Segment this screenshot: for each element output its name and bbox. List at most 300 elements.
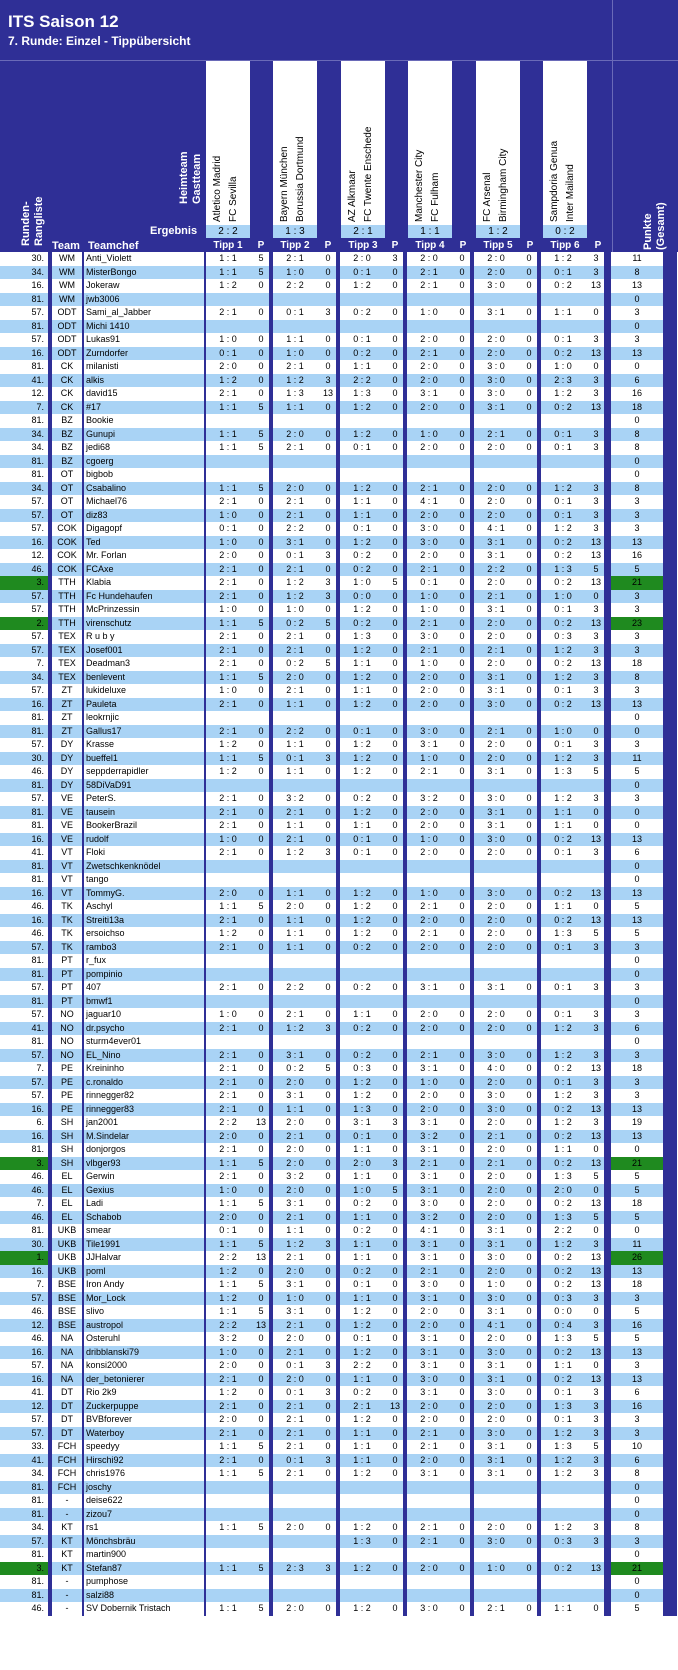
- tip-cell: 0 : 2: [541, 657, 585, 671]
- rank-cell: 34.: [0, 671, 48, 685]
- points-cell: 5: [253, 1562, 269, 1576]
- team-cell: UKB: [52, 1251, 82, 1265]
- teamchef-cell: 58DiVaD91: [84, 779, 204, 793]
- gap: [604, 779, 611, 793]
- tip-cell: 0 : 1: [340, 333, 384, 347]
- points-cell: 0: [454, 1103, 470, 1117]
- points-cell: 0: [253, 1292, 269, 1306]
- tip-cell: 1 : 1: [273, 698, 317, 712]
- points-cell: 0: [320, 684, 336, 698]
- tip-cell: 2 : 0: [273, 1143, 317, 1157]
- points-cell: 0: [454, 1386, 470, 1400]
- tip-cell: 1 : 2: [340, 806, 384, 820]
- points-cell: 13: [588, 887, 604, 901]
- team-cell: PT: [52, 995, 82, 1009]
- team-cell: NO: [52, 1022, 82, 1036]
- points-cell: 0: [320, 1008, 336, 1022]
- points-cell: 3: [588, 603, 604, 617]
- tip-cell: 2 : 1: [474, 1602, 518, 1616]
- tip-cell: 2 : 1: [206, 1454, 250, 1468]
- total-points-cell: 3: [611, 590, 663, 604]
- points-cell: 0: [320, 252, 336, 266]
- tip-cell: 1 : 1: [340, 819, 384, 833]
- rank-cell: 57.: [0, 509, 48, 523]
- tip-cell: 1 : 2: [206, 279, 250, 293]
- rank-cell: 12.: [0, 1400, 48, 1414]
- points-cell: 0: [454, 698, 470, 712]
- tip-cell: 2 : 0: [407, 806, 451, 820]
- points-cell: [387, 1508, 403, 1522]
- points-cell: 0: [320, 1265, 336, 1279]
- table-row: [0, 1467, 677, 1481]
- points-cell: 0: [521, 657, 537, 671]
- points-cell: 0: [387, 806, 403, 820]
- gap: [663, 630, 677, 644]
- points-cell: 0: [320, 765, 336, 779]
- tip-cell: 2 : 2: [273, 981, 317, 995]
- points-cell: 0: [521, 684, 537, 698]
- tip-cell: [541, 995, 585, 1009]
- gap: [604, 1022, 611, 1036]
- tip-cell: 2 : 0: [474, 333, 518, 347]
- rank-cell: 57.: [0, 1089, 48, 1103]
- points-cell: 0: [521, 1521, 537, 1535]
- gap: [663, 698, 677, 712]
- teamchef-cell: Streiti13a: [84, 914, 204, 928]
- points-cell: 0: [454, 1400, 470, 1414]
- team-cell: VE: [52, 806, 82, 820]
- tip-cell: 2 : 0: [273, 900, 317, 914]
- tip-cell: 1 : 2: [206, 765, 250, 779]
- gap: [663, 1238, 677, 1252]
- points-cell: 5: [588, 1170, 604, 1184]
- tip-cell: 0 : 2: [340, 306, 384, 320]
- points-cell: 0: [253, 279, 269, 293]
- tip-cell: 1 : 3: [340, 630, 384, 644]
- tip-cell: [273, 954, 317, 968]
- gap: [663, 819, 677, 833]
- gap: [604, 1535, 611, 1549]
- points-cell: 0: [253, 887, 269, 901]
- points-cell: 3: [588, 1467, 604, 1481]
- table-row: [0, 1103, 677, 1117]
- gap: [604, 792, 611, 806]
- points-cell: 0: [320, 819, 336, 833]
- gap: [663, 738, 677, 752]
- points-cell: [521, 293, 537, 307]
- tip-cell: [407, 414, 451, 428]
- tip-cell: 1 : 2: [541, 752, 585, 766]
- total-points-cell: 0: [611, 455, 663, 469]
- points-cell: [387, 860, 403, 874]
- tip-cell: 2 : 0: [474, 509, 518, 523]
- points-cell: 0: [387, 1373, 403, 1387]
- points-cell: [454, 711, 470, 725]
- tip-cell: 2 : 0: [407, 549, 451, 563]
- tip-cell: 1 : 2: [273, 576, 317, 590]
- rank-cell: 57.: [0, 590, 48, 604]
- tip-cell: [340, 1575, 384, 1589]
- points-cell: 5: [253, 252, 269, 266]
- points-cell: [320, 1508, 336, 1522]
- points-cell: [521, 968, 537, 982]
- tip-cell: [407, 468, 451, 482]
- rank-cell: 46.: [0, 1332, 48, 1346]
- tip-cell: 2 : 1: [474, 1157, 518, 1171]
- tip-cell: 4 : 1: [407, 1224, 451, 1238]
- tip-cell: 1 : 2: [273, 1238, 317, 1252]
- points-cell: 0: [320, 1089, 336, 1103]
- points-cell: 0: [387, 360, 403, 374]
- points-cell: [454, 968, 470, 982]
- team-cell: BSE: [52, 1319, 82, 1333]
- gap: [604, 306, 611, 320]
- points-cell: 0: [387, 644, 403, 658]
- points-cell: 3: [588, 630, 604, 644]
- gap: [604, 752, 611, 766]
- tip-cell: 2 : 0: [273, 1373, 317, 1387]
- gap: [663, 671, 677, 685]
- table-row: [0, 1373, 677, 1387]
- tip-cell: [273, 455, 317, 469]
- tip-cell: 0 : 1: [541, 846, 585, 860]
- gap: [663, 266, 677, 280]
- teamchef-cell: Mr. Forlan: [84, 549, 204, 563]
- points-cell: 0: [387, 1143, 403, 1157]
- tip-cell: 2 : 0: [474, 900, 518, 914]
- points-cell: 0: [521, 1386, 537, 1400]
- points-cell: 0: [454, 684, 470, 698]
- rank-cell: 46.: [0, 927, 48, 941]
- gap: [604, 968, 611, 982]
- points-cell: 3: [588, 1008, 604, 1022]
- total-points-cell: 0: [611, 468, 663, 482]
- tip-cell: 2 : 0: [474, 630, 518, 644]
- tip-cell: [474, 320, 518, 334]
- points-cell: 0: [454, 914, 470, 928]
- gap: [663, 1170, 677, 1184]
- points-cell: 3: [320, 1386, 336, 1400]
- points-cell: [387, 414, 403, 428]
- points-cell: 0: [454, 1440, 470, 1454]
- gap: [604, 1089, 611, 1103]
- teamchef-cell: Ladi: [84, 1197, 204, 1211]
- tip-cell: 3 : 1: [407, 387, 451, 401]
- points-cell: 13: [588, 1251, 604, 1265]
- points-cell: 0: [320, 1292, 336, 1306]
- total-points-cell: 11: [611, 752, 663, 766]
- gap: [604, 1332, 611, 1346]
- tip-cell: [407, 1494, 451, 1508]
- points-cell: [588, 293, 604, 307]
- team-cell: DT: [52, 1386, 82, 1400]
- points-cell: 0: [454, 806, 470, 820]
- tip-cell: 3 : 1: [407, 1346, 451, 1360]
- points-cell: 13: [387, 1400, 403, 1414]
- points-cell: 0: [521, 576, 537, 590]
- team-cell: DT: [52, 1400, 82, 1414]
- points-cell: 3: [387, 252, 403, 266]
- tip-cell: 1 : 0: [407, 657, 451, 671]
- tip-cell: 1 : 0: [407, 887, 451, 901]
- tip-cell: 3 : 1: [474, 819, 518, 833]
- gap: [663, 1116, 677, 1130]
- points-cell: 3: [588, 738, 604, 752]
- table-row: [0, 428, 677, 442]
- tip-cell: 1 : 3: [541, 765, 585, 779]
- points-cell: 0: [320, 833, 336, 847]
- tip-cell: 2 : 0: [474, 941, 518, 955]
- table-row: [0, 1494, 677, 1508]
- tip-cell: 0 : 3: [541, 1292, 585, 1306]
- points-cell: [521, 1035, 537, 1049]
- tip-cell: 2 : 0: [474, 1521, 518, 1535]
- tip-cell: 1 : 1: [340, 360, 384, 374]
- points-cell: 5: [253, 752, 269, 766]
- points-cell: 3: [320, 1238, 336, 1252]
- tip-cell: 2 : 3: [273, 1562, 317, 1576]
- rank-cell: 81.: [0, 995, 48, 1009]
- rank-cell: 16.: [0, 1373, 48, 1387]
- tip-cell: 2 : 1: [206, 590, 250, 604]
- teamchef-cell: Zuckerpuppe: [84, 1400, 204, 1414]
- tip-cell: 2 : 1: [407, 617, 451, 631]
- tip-cell: 0 : 2: [541, 536, 585, 550]
- total-points-cell: 0: [611, 293, 663, 307]
- tip-cell: 1 : 2: [273, 374, 317, 388]
- team-cell: DY: [52, 738, 82, 752]
- tip-cell: 2 : 1: [273, 684, 317, 698]
- tip-cell: 1 : 2: [340, 279, 384, 293]
- total-points-cell: 13: [611, 536, 663, 550]
- tip-cell: 0 : 2: [541, 914, 585, 928]
- teamchef-cell: Pauleta: [84, 698, 204, 712]
- teamchef-cell: Lukas91: [84, 333, 204, 347]
- tip-cell: [206, 873, 250, 887]
- tip-cell: [541, 1508, 585, 1522]
- tip-cell: [340, 995, 384, 1009]
- points-cell: 0: [320, 603, 336, 617]
- teamchef-cell: Mor_Lock: [84, 1292, 204, 1306]
- tip-cell: 2 : 1: [206, 846, 250, 860]
- points-cell: [387, 1481, 403, 1495]
- points-cell: 0: [253, 1454, 269, 1468]
- total-points-cell: 8: [611, 1521, 663, 1535]
- table-row: [0, 1589, 677, 1603]
- points-cell: 0: [387, 536, 403, 550]
- tip-cell: 2 : 1: [206, 1373, 250, 1387]
- tip-cell: 2 : 0: [407, 846, 451, 860]
- teamchef-cell: Schabob: [84, 1211, 204, 1225]
- gap: [663, 1265, 677, 1279]
- points-cell: 5: [253, 1157, 269, 1171]
- total-points-cell: 23: [611, 617, 663, 631]
- points-cell: [387, 455, 403, 469]
- table-row: [0, 1211, 677, 1225]
- points-cell: 0: [521, 1062, 537, 1076]
- gap: [604, 603, 611, 617]
- rank-cell: 57.: [0, 1359, 48, 1373]
- teamchef-cell: david15: [84, 387, 204, 401]
- tip-cell: 1 : 0: [206, 684, 250, 698]
- table-row: [0, 1521, 677, 1535]
- points-cell: 0: [454, 1521, 470, 1535]
- tip-cell: 4 : 0: [474, 1062, 518, 1076]
- points-cell: [387, 995, 403, 1009]
- teamchef-cell: sturm4ever01: [84, 1035, 204, 1049]
- rank-cell: 33.: [0, 1440, 48, 1454]
- tip-cell: 0 : 2: [340, 941, 384, 955]
- tip-cell: 1 : 1: [273, 1224, 317, 1238]
- tip-cell: 0 : 0: [541, 1305, 585, 1319]
- points-cell: 0: [454, 1467, 470, 1481]
- rank-cell: 41.: [0, 846, 48, 860]
- rank-cell: 81.: [0, 320, 48, 334]
- tip-cell: [206, 968, 250, 982]
- points-cell: 0: [320, 941, 336, 955]
- points-cell: 3: [588, 684, 604, 698]
- table-row: [0, 509, 677, 523]
- points-cell: 0: [320, 279, 336, 293]
- points-cell: [454, 860, 470, 874]
- total-points-cell: 0: [611, 1575, 663, 1589]
- tip-cell: 2 : 0: [407, 1305, 451, 1319]
- tip-cell: 3 : 0: [474, 279, 518, 293]
- rank-cell: 57.: [0, 1427, 48, 1441]
- tip-cell: 0 : 2: [273, 617, 317, 631]
- gap: [663, 1373, 677, 1387]
- tip-cell: 3 : 1: [407, 1116, 451, 1130]
- tip-cell: 3 : 1: [407, 1251, 451, 1265]
- tip-cell: [541, 860, 585, 874]
- total-points-cell: 3: [611, 603, 663, 617]
- points-cell: 0: [521, 1008, 537, 1022]
- tip-cell: [407, 1035, 451, 1049]
- team-cell: FCH: [52, 1454, 82, 1468]
- team-cell: BSE: [52, 1305, 82, 1319]
- tip-cell: 2 : 2: [206, 1319, 250, 1333]
- tip-cell: [407, 320, 451, 334]
- tip-cell: 1 : 2: [340, 1319, 384, 1333]
- tip-cell: 2 : 0: [474, 482, 518, 496]
- total-points-cell: 3: [611, 1008, 663, 1022]
- gap: [663, 914, 677, 928]
- table-row: [0, 927, 677, 941]
- tip-cell: 0 : 3: [541, 1535, 585, 1549]
- points-cell: 0: [521, 374, 537, 388]
- table-row: [0, 1346, 677, 1360]
- p1-header: P: [257, 240, 265, 251]
- points-cell: [253, 1494, 269, 1508]
- tipp3-header: Tipp 3: [348, 240, 378, 251]
- total-points-cell: 8: [611, 671, 663, 685]
- tip-cell: [474, 711, 518, 725]
- total-points-cell: 18: [611, 1197, 663, 1211]
- points-cell: 0: [521, 1170, 537, 1184]
- rank-cell: 57.: [0, 1413, 48, 1427]
- gap: [604, 1521, 611, 1535]
- points-cell: 0: [521, 941, 537, 955]
- tip-cell: [407, 1575, 451, 1589]
- points-cell: 0: [253, 819, 269, 833]
- total-points-cell: 5: [611, 765, 663, 779]
- points-cell: 0: [320, 1305, 336, 1319]
- points-cell: 0: [588, 1143, 604, 1157]
- gap: [663, 252, 677, 266]
- game2-away: Borussia Dortmund: [295, 136, 306, 222]
- tip-cell: 2 : 1: [273, 1008, 317, 1022]
- table-row: [0, 617, 677, 631]
- points-cell: 0: [253, 738, 269, 752]
- gap: [663, 1319, 677, 1333]
- teamchef-cell: Csabalino: [84, 482, 204, 496]
- rank-cell: 57.: [0, 495, 48, 509]
- rank-cell: 16.: [0, 914, 48, 928]
- table-row: [0, 873, 677, 887]
- points-cell: 5: [588, 1332, 604, 1346]
- tip-cell: 2 : 0: [407, 1400, 451, 1414]
- points-cell: [320, 711, 336, 725]
- tip-cell: 3 : 1: [407, 1062, 451, 1076]
- tip-cell: 1 : 2: [340, 1413, 384, 1427]
- rank-cell: 81.: [0, 1589, 48, 1603]
- points-cell: [253, 414, 269, 428]
- tip-cell: 2 : 1: [273, 563, 317, 577]
- tip-cell: 2 : 0: [474, 266, 518, 280]
- gap: [663, 1562, 677, 1576]
- gap: [604, 441, 611, 455]
- teamchef-cell: Jokeraw: [84, 279, 204, 293]
- tip-cell: [474, 968, 518, 982]
- total-points-cell: 3: [611, 941, 663, 955]
- game1-home: Atletico Madrid: [212, 155, 223, 222]
- total-points-cell: 6: [611, 374, 663, 388]
- points-cell: 13: [588, 1197, 604, 1211]
- gap: [604, 1143, 611, 1157]
- tip-cell: 3 : 1: [407, 1238, 451, 1252]
- tip-cell: 2 : 1: [273, 1130, 317, 1144]
- tip-cell: 1 : 2: [340, 1346, 384, 1360]
- total-points-cell: 11: [611, 252, 663, 266]
- tip-cell: 1 : 3: [541, 1440, 585, 1454]
- points-cell: 0: [521, 1346, 537, 1360]
- rank-cell: 16.: [0, 1103, 48, 1117]
- rank-cell: 3.: [0, 576, 48, 590]
- gap: [604, 1602, 611, 1616]
- tip-cell: 2 : 0: [407, 1413, 451, 1427]
- points-cell: 3: [588, 1427, 604, 1441]
- points-cell: 3: [588, 981, 604, 995]
- table-row: [0, 1157, 677, 1171]
- tip-cell: 1 : 1: [206, 1305, 250, 1319]
- rank-cell: 81.: [0, 968, 48, 982]
- points-cell: 5: [253, 401, 269, 415]
- rank-cell: 46.: [0, 563, 48, 577]
- tip-cell: 0 : 1: [273, 549, 317, 563]
- team-cell: NA: [52, 1332, 82, 1346]
- tip-cell: 2 : 1: [206, 1427, 250, 1441]
- teamchef-cell: Zurndorfer: [84, 347, 204, 361]
- points-cell: [521, 1548, 537, 1562]
- table-row: [0, 1319, 677, 1333]
- tip-cell: 0 : 2: [273, 657, 317, 671]
- table-row: [0, 1535, 677, 1549]
- gap: [604, 684, 611, 698]
- points-cell: [387, 1575, 403, 1589]
- tip-cell: [340, 1035, 384, 1049]
- gap: [604, 1008, 611, 1022]
- team-cell: WM: [52, 279, 82, 293]
